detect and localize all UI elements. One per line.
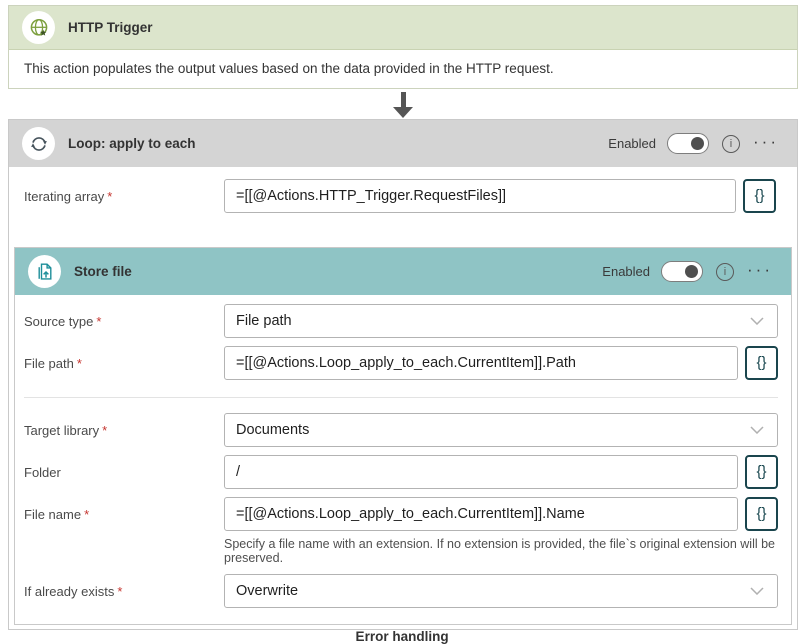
arrow-down-icon <box>401 92 406 107</box>
iterating-array-input[interactable] <box>224 179 736 213</box>
field-row-if-already-exists <box>24 574 778 608</box>
loop-toggle-knob <box>691 137 704 150</box>
chevron-down-icon <box>750 426 764 434</box>
file-name-label: File name * <box>24 506 90 522</box>
field-row-iterating-array <box>9 167 797 213</box>
required-marker: * <box>96 313 102 329</box>
http-trigger-header[interactable] <box>9 6 797 50</box>
target-library-label: Target library * <box>24 422 108 438</box>
store-file-title: Store file <box>74 264 132 279</box>
file-name-help-text: Specify a file name with an extension. If no extension is provided, the file`s original extension will be preserved. <box>224 537 775 565</box>
field-row-source-type <box>24 304 778 338</box>
target-library-value: Documents <box>236 422 310 438</box>
if-already-exists-value: Overwrite <box>236 583 299 599</box>
loop-info-icon[interactable]: i <box>722 135 740 153</box>
if-already-exists-select[interactable] <box>224 574 778 608</box>
http-trigger-title: HTTP Trigger <box>68 20 153 35</box>
field-row-folder <box>24 455 778 489</box>
file-name-input[interactable] <box>224 497 738 531</box>
store-file-toggle-knob <box>685 265 698 278</box>
expression-editor-button[interactable]: {} <box>743 179 776 213</box>
http-trigger-description: This action populates the output values based on the data provided in the HTTP request. <box>9 50 797 88</box>
file-path-label: File path * <box>24 355 82 371</box>
loop-card <box>8 119 798 630</box>
loop-enabled-label: Enabled <box>608 136 657 151</box>
store-file-card <box>14 247 792 625</box>
field-row-file-name <box>24 497 778 531</box>
field-row-target-library <box>24 413 778 447</box>
bottom-clipped-section-title: Error handling <box>355 629 449 644</box>
source-type-value: File path <box>236 313 292 329</box>
loop-header[interactable] <box>9 120 797 167</box>
if-already-exists-label: If already exists * <box>24 583 123 599</box>
field-row-file-path <box>24 346 778 380</box>
source-type-label: Source type * <box>24 313 102 329</box>
file-upload-icon <box>35 262 55 282</box>
required-marker: * <box>76 355 82 371</box>
source-type-select[interactable] <box>224 304 778 338</box>
required-marker: * <box>102 422 108 438</box>
globe-icon <box>28 17 50 39</box>
sync-loop-icon <box>29 134 49 154</box>
store-file-enabled-label: Enabled <box>602 264 651 279</box>
expression-editor-button[interactable]: {} <box>745 455 778 489</box>
expression-editor-button[interactable]: {} <box>745 497 778 531</box>
workflow-designer <box>0 5 806 644</box>
loop-more-options-button[interactable]: ··· <box>753 131 779 151</box>
target-library-select[interactable] <box>224 413 778 447</box>
loop-title: Loop: apply to each <box>68 136 196 151</box>
chevron-down-icon <box>750 587 764 595</box>
folder-input[interactable] <box>224 455 738 489</box>
chevron-down-icon <box>750 317 764 325</box>
store-file-more-options-button[interactable]: ··· <box>747 259 773 279</box>
file-path-input[interactable] <box>224 346 738 380</box>
required-marker: * <box>84 506 90 522</box>
store-file-info-icon[interactable]: i <box>716 263 734 281</box>
store-file-enabled-toggle[interactable] <box>661 261 703 282</box>
required-marker: * <box>117 583 123 599</box>
section-divider <box>24 397 778 398</box>
flow-connector <box>0 89 806 119</box>
loop-icon-circle <box>22 127 55 160</box>
arrow-down-head-icon <box>393 107 413 118</box>
http-trigger-card <box>8 5 798 89</box>
store-file-header[interactable] <box>15 248 791 295</box>
http-trigger-icon-circle <box>22 11 55 44</box>
expression-editor-button[interactable]: {} <box>745 346 778 380</box>
required-marker: * <box>107 188 113 204</box>
iterating-array-label: Iterating array * <box>24 188 113 204</box>
loop-enabled-toggle[interactable] <box>667 133 709 154</box>
folder-label: Folder <box>24 464 61 480</box>
store-file-icon-circle <box>28 255 61 288</box>
store-file-body <box>15 295 791 624</box>
